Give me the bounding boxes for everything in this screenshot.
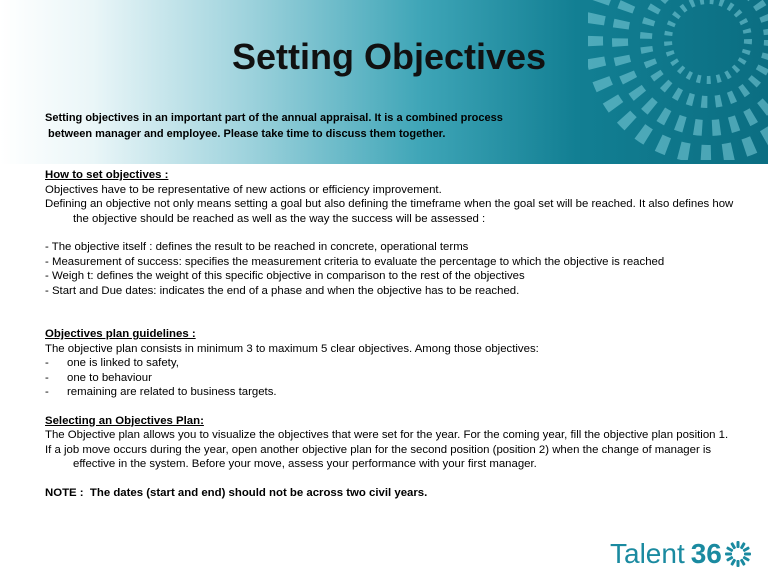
note-text: NOTE : The dates (start and end) should not be across two civil years.: [45, 486, 428, 499]
logo-number: 36: [690, 538, 722, 569]
guidelines-paragraph: The objective plan consists in minimum 3 to maximum 5 clear objectives. Among those objectives:: [45, 342, 539, 355]
bullet-text: one to behaviour: [67, 371, 152, 384]
how-to-item: - The objective itself : defines the result to be reached in concrete, operational terms: [45, 241, 469, 253]
bullet-dash: -: [45, 386, 49, 398]
how-to-item: - Measurement of success: specifies the measurement criteria to evaluate the percentage to which the objective is reached: [45, 255, 665, 268]
guidelines-heading: Objectives plan guidelines :: [45, 328, 196, 340]
how-to-heading: How to set objectives :: [45, 169, 169, 181]
intro-line-1: Setting objectives in an important part of the annual appraisal. It is a combined process: [45, 112, 503, 124]
how-to-item: - Weigh t: defines the weight of this specific objective in comparison to the rest of the objectives: [45, 270, 525, 282]
page-title: Setting Objectives: [231, 36, 547, 77]
selecting-paragraph-2: If a job move occurs during the year, open another objective plan for the second position (position 2) when the change of manager is effective in the system. Before your move, assess your performance with your first manager.: [45, 443, 712, 470]
how-to-item: - Start and Due dates: indicates the end of a phase and when the objective has to be reached.: [45, 284, 520, 297]
talent360-logo: [610, 536, 752, 572]
bullet-dash: -: [45, 371, 49, 384]
sunburst-zero-icon: [724, 540, 752, 568]
slide-body: [45, 168, 735, 500]
list-item: [45, 356, 735, 371]
list-item: [45, 371, 735, 386]
header-banner: [0, 0, 768, 164]
list-item: [45, 385, 735, 400]
bullet-text: one is linked to safety,: [67, 357, 179, 369]
logo-word: Talent: [610, 538, 685, 569]
bullet-text: remaining are related to business targets.: [67, 386, 277, 398]
selecting-paragraph-1: The Objective plan allows you to visualize the objectives that were set for the year. For the coming year, fill the objective plan position 1.: [45, 429, 729, 441]
how-to-paragraph-1: Objectives have to be representative of new actions or efficiency improvement.: [45, 183, 442, 196]
decorative-rings-icon: [588, 0, 768, 160]
bullet-dash: -: [45, 357, 49, 369]
selecting-heading: Selecting an Objectives Plan:: [45, 414, 204, 427]
how-to-paragraph-2: Defining an objective not only means setting a goal but also defining the timeframe when the goal set will be reached. It also defines how the objective should be reached as well as the way the success will be assessed :: [45, 198, 734, 225]
intro-text: [45, 110, 605, 142]
intro-line-2: between manager and employee. Please take time to discuss them together.: [45, 128, 446, 140]
